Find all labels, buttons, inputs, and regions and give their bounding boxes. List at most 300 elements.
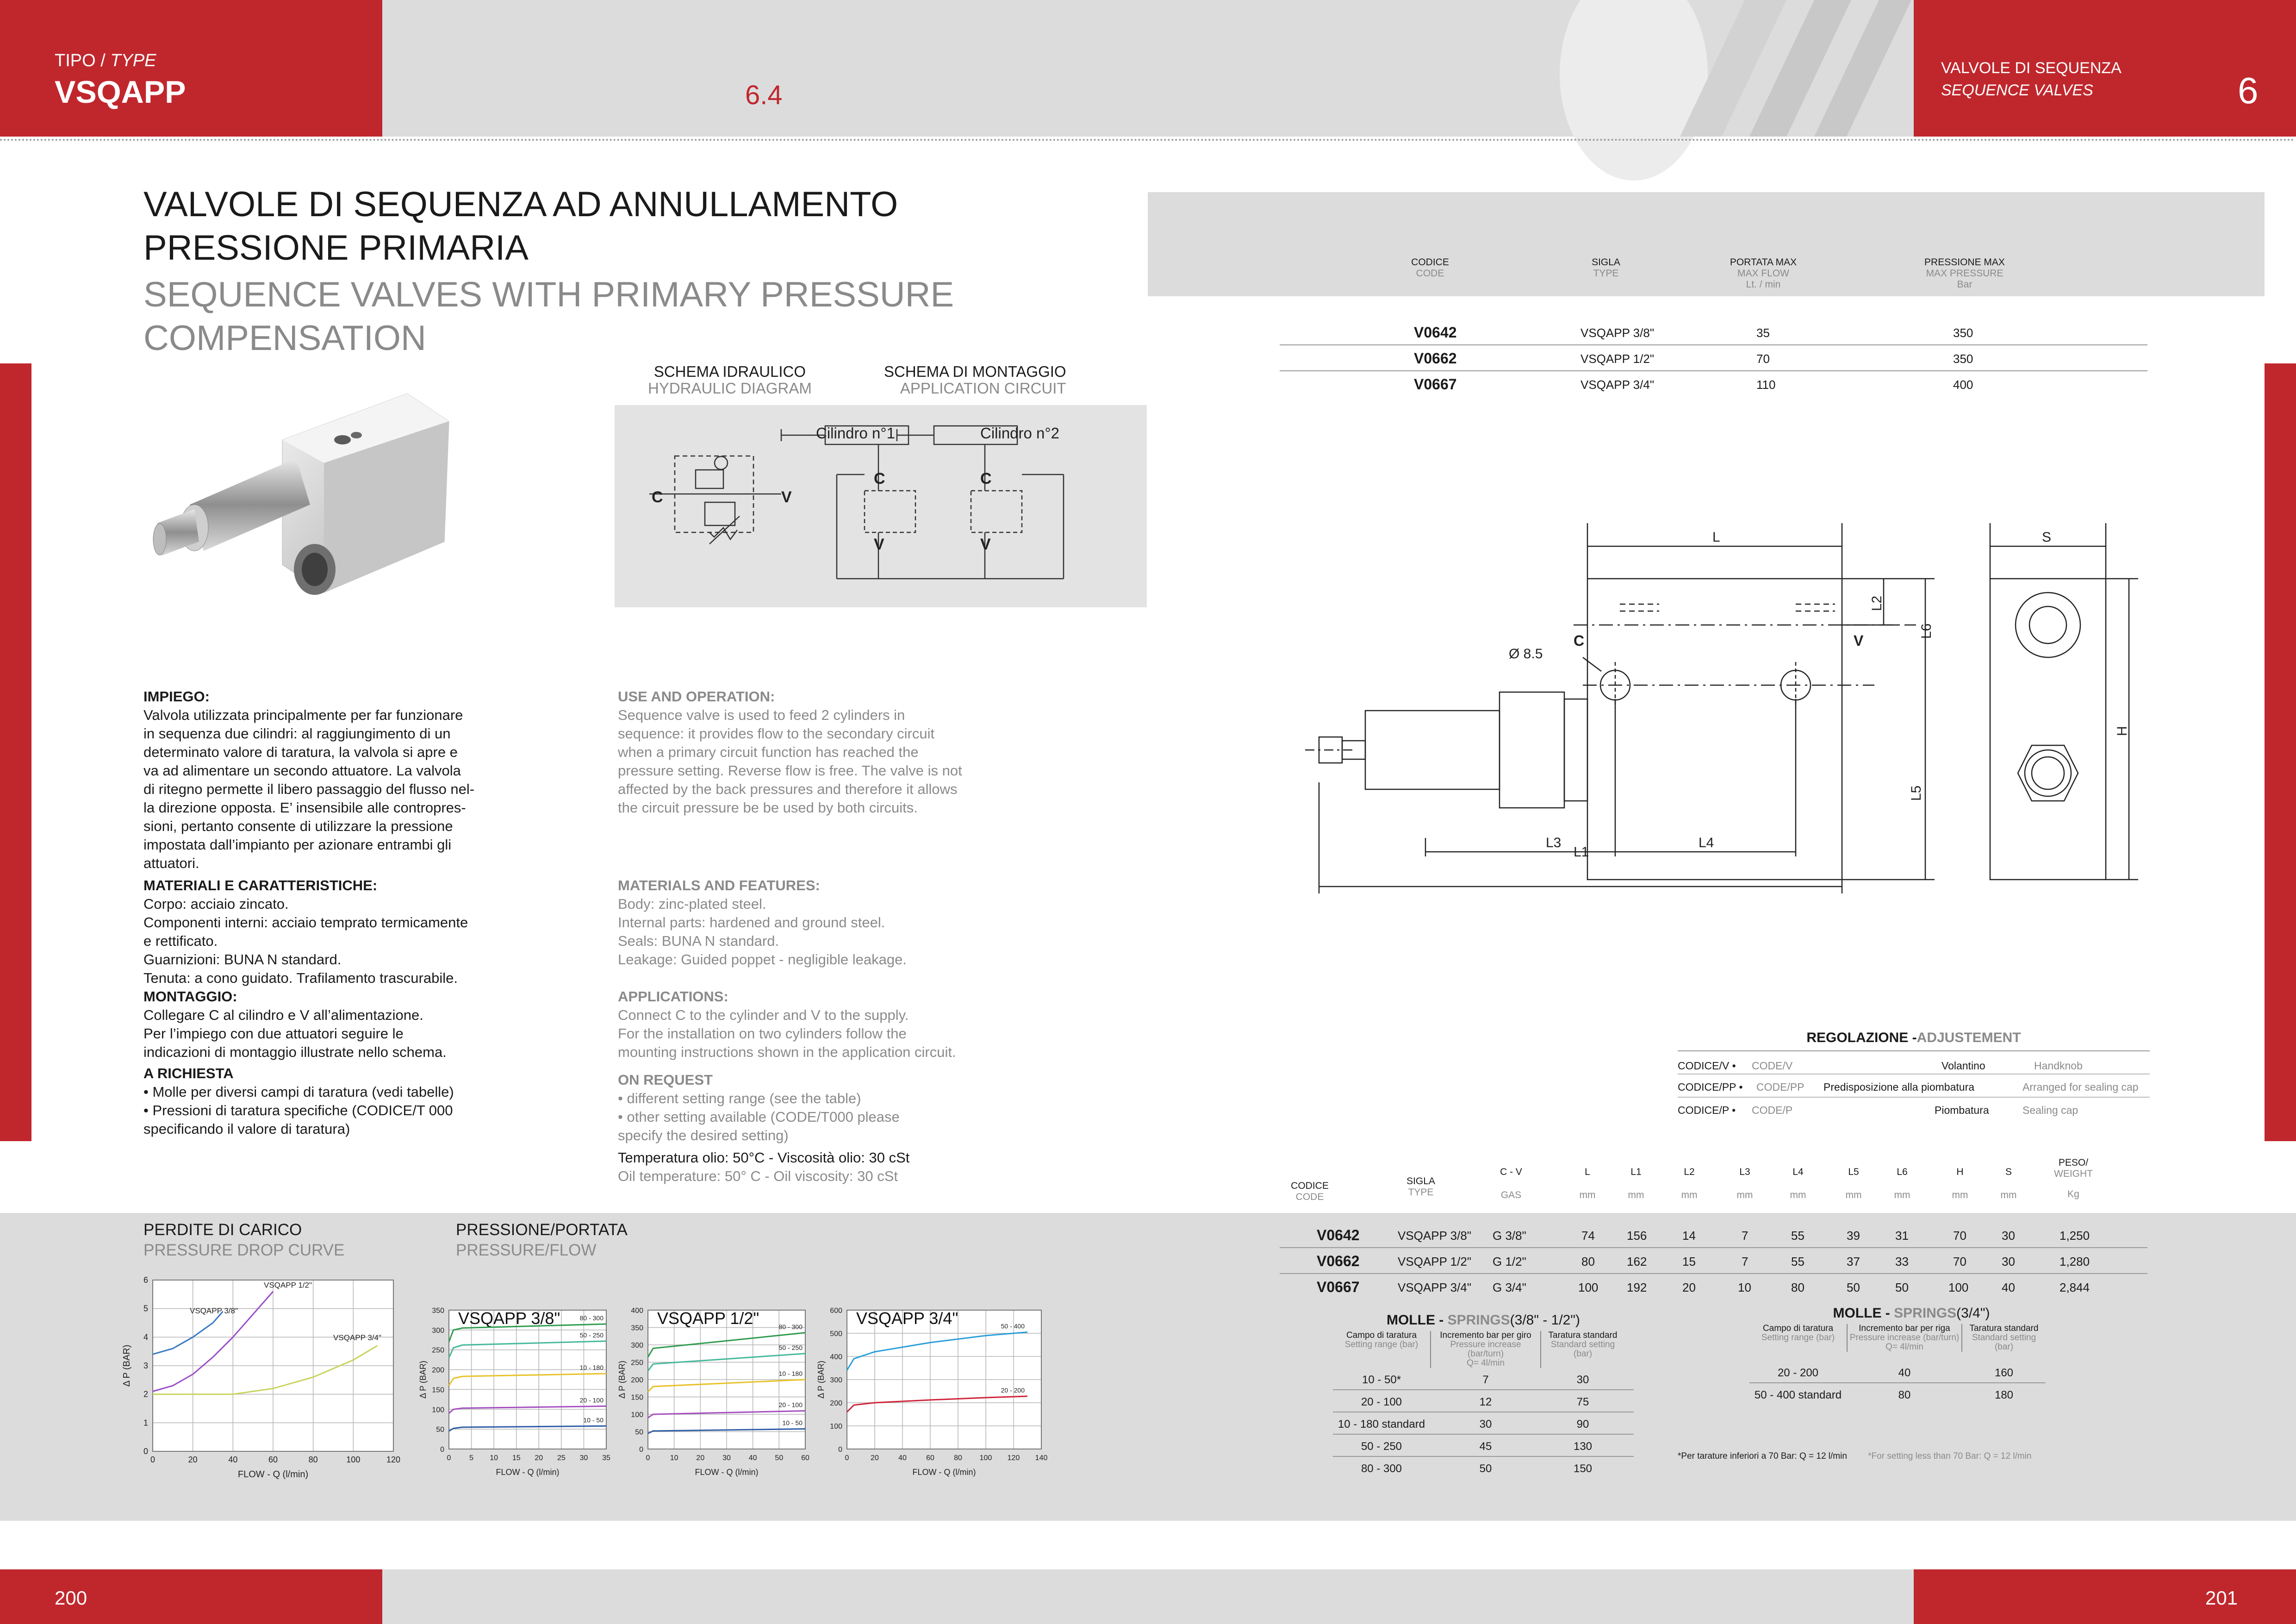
table-cell: 14 <box>1682 1229 1696 1243</box>
table-cell: 50 - 400 standard <box>1754 1389 1842 1401</box>
applications-line: mounting instructions shown in the application circuit. <box>618 1044 956 1060</box>
dim-subheader: Kg <box>2067 1189 2079 1199</box>
y-tick-label: 100 <box>432 1406 444 1414</box>
dim-l5: L5 <box>1909 785 1924 801</box>
table-row <box>1333 1435 1634 1457</box>
x-tick-label: 5 <box>469 1454 474 1462</box>
dim-subheader: mm <box>1894 1190 1910 1200</box>
use-line: sequence: it provides flow to the secondary circuit <box>618 725 935 742</box>
table-cell: 45 <box>1479 1440 1492 1453</box>
dim-header: SIGLA <box>1406 1176 1435 1187</box>
table-cell: 30 <box>1479 1418 1492 1430</box>
x-tick-label: 20 <box>871 1454 879 1462</box>
table-cell: 7 <box>1742 1229 1748 1243</box>
header-left-block <box>0 0 382 137</box>
y-tick-label: 200 <box>830 1399 842 1407</box>
y-tick-label: 350 <box>631 1324 643 1332</box>
dim-header: L3 <box>1739 1167 1750 1177</box>
series-label: 20 - 200 <box>1001 1387 1025 1394</box>
ac-port-c2: C <box>980 470 992 487</box>
chapter-number: 6 <box>2238 70 2259 111</box>
chart-title: VSQAPP 1/2" <box>657 1309 759 1328</box>
summary-table-body <box>1280 319 2147 397</box>
footer-right-block <box>1914 1569 2296 1624</box>
table-row <box>1280 1222 2147 1248</box>
dim-header: PESO/ <box>2058 1157 2089 1168</box>
y-tick-label: 0 <box>143 1447 148 1456</box>
dim-subheader: WEIGHT <box>2054 1168 2093 1179</box>
x-tick-label: 120 <box>386 1455 401 1464</box>
materials-line: Leakage: Guided poppet - negligible leakage. <box>618 951 907 968</box>
impiego-title: IMPIEGO: <box>143 688 210 705</box>
left-side-bar <box>0 363 31 1141</box>
table-cell: VSQAPP 1/2" <box>1580 352 1655 366</box>
table-cell: 110 <box>1756 378 1776 392</box>
montaggio-line: indicazioni di montaggio illustrate nello schema. <box>143 1044 447 1060</box>
table-row <box>1280 1274 2147 1300</box>
x-tick-label: 20 <box>696 1454 705 1462</box>
dim-subheader: GAS <box>1500 1190 1522 1200</box>
dim-subheader: mm <box>1628 1190 1644 1200</box>
table-cell: 40 <box>1898 1367 1911 1379</box>
y-axis-label: Δ P (BAR) <box>418 1361 428 1399</box>
richiesta-line: • Molle per diversi campi di taratura (vedi tabelle) <box>143 1084 454 1100</box>
table-cell: VSQAPP 1/2" <box>1398 1255 1472 1268</box>
y-tick-label: 250 <box>432 1346 444 1355</box>
english-text <box>618 687 1025 1186</box>
x-tick-label: 100 <box>979 1454 992 1462</box>
materiali-title: MATERIALI E CARATTERISTICHE: <box>143 877 378 893</box>
adjustment-desc: Predisposizione alla piombatura <box>1823 1081 1975 1093</box>
table-cell: V0667 <box>1414 376 1457 393</box>
table-cell: V0662 <box>1414 350 1457 367</box>
dim-subheader: CODE <box>1295 1192 1324 1202</box>
series-label: 20 - 100 <box>579 1396 604 1404</box>
table-cell: VSQAPP 3/4" <box>1580 378 1655 392</box>
ac-port-c1: C <box>874 470 885 487</box>
table-cell: VSQAPP 3/8" <box>1580 326 1655 340</box>
dim-subheader: mm <box>1952 1190 1968 1200</box>
table-row <box>1333 1457 1634 1479</box>
cylinder-2-label: Cilindro n°2 <box>980 425 1059 442</box>
adjustment-code-en: CODE/PP <box>1756 1081 1804 1093</box>
pressure-flow-title: PRESSIONE/PORTATA PRESSURE/FLOW <box>456 1221 628 1259</box>
table-cell: 90 <box>1576 1418 1589 1430</box>
y-tick-label: 300 <box>830 1376 842 1384</box>
x-tick-label: 0 <box>150 1455 156 1464</box>
table-cell: VSQAPP 3/4" <box>1398 1280 1472 1294</box>
schema-hydraulic-title: SCHEMA IDRAULICO HYDRAULIC DIAGRAM <box>648 363 812 397</box>
table-cell: 150 <box>1573 1462 1593 1475</box>
table-cell: V0642 <box>1414 324 1457 341</box>
series-label: 20 - 100 <box>778 1401 803 1409</box>
ac-port-v1: V <box>874 536 884 553</box>
ac-port-v2: V <box>980 536 991 553</box>
table-cell: 55 <box>1791 1255 1804 1268</box>
use-line: pressure setting. Reverse flow is free. The valve is not <box>618 762 962 779</box>
impiego-line: determinato valore di taratura, la valvola si apre e <box>143 744 458 760</box>
springs-table-a <box>1333 1312 1634 1479</box>
y-tick-label: 6 <box>143 1275 148 1285</box>
table-cell: 1,250 <box>2060 1229 2090 1243</box>
table-row <box>1333 1368 1634 1390</box>
table-cell: 20 - 200 <box>1777 1367 1819 1379</box>
table-cell: 70 <box>1953 1229 1966 1243</box>
x-tick-label: 80 <box>954 1454 962 1462</box>
dim-table-body <box>1280 1222 2147 1300</box>
dim-header: L4 <box>1792 1167 1804 1177</box>
y-axis-label: Δ P (BAR) <box>816 1361 826 1399</box>
footer-left-block <box>0 1569 382 1624</box>
drawing-port-v: V <box>1854 632 1864 649</box>
dim-h: H <box>2115 726 2130 736</box>
summary-header-code: CODICE CODE <box>1411 257 1449 279</box>
table-cell: 50 - 250 <box>1361 1440 1402 1453</box>
request-line: specify the desired setting) <box>618 1127 789 1143</box>
x-tick-label: 40 <box>898 1454 907 1462</box>
x-tick-label: 80 <box>308 1455 318 1464</box>
dim-l: L <box>1712 530 1720 545</box>
table-cell: 80 - 300 <box>1361 1462 1402 1475</box>
adjustment-desc: Volantino <box>1941 1060 1985 1072</box>
x-tick-label: 30 <box>722 1454 731 1462</box>
springs-b-header: Campo di taratura Setting range (bar) Incremento bar per riga Pressure increase (bar/turn) Q= 4l/min Taratura standard Standard setting (bar) <box>1761 1324 2039 1352</box>
series-label: VSQAPP 3/8" <box>190 1306 238 1315</box>
dim-header: L2 <box>1684 1167 1695 1177</box>
dim-subheader: mm <box>1736 1190 1753 1200</box>
table-cell: VSQAPP 3/8" <box>1398 1229 1472 1243</box>
chart-pressure-flow-1-2 <box>616 1287 819 1484</box>
materials-line: Body: zinc-plated steel. <box>618 896 766 912</box>
table-cell: 50 <box>1479 1462 1492 1475</box>
richiesta-line: specificando il valore di taratura) <box>143 1121 350 1137</box>
adjustment-desc-en: Handknob <box>2034 1060 2083 1072</box>
dim-l3: L3 <box>1546 835 1562 850</box>
impiego-line: sioni, pertanto consente di utilizzare la pressione <box>143 818 453 834</box>
table-cell: 10 - 50* <box>1362 1374 1401 1386</box>
dim-subheader: mm <box>1681 1190 1698 1200</box>
impiego-line: Valvola utilizzata principalmente per far funzionare <box>143 707 463 723</box>
temperature-en: Oil temperature: 50° C - Oil viscosity: 30 cSt <box>618 1168 898 1184</box>
summary-table-header-band <box>1148 192 2265 296</box>
y-tick-label: 3 <box>143 1361 148 1370</box>
x-axis-label: FLOW - Q (l/min) <box>237 1469 309 1480</box>
dim-s: S <box>2042 530 2052 545</box>
use-line: Sequence valve is used to feed 2 cylinders in <box>618 707 905 723</box>
y-tick-label: 100 <box>631 1411 643 1419</box>
adjustment-block <box>1678 1030 2150 1121</box>
table-cell: 350 <box>1953 326 1973 340</box>
schema-diagram <box>615 405 1147 607</box>
x-tick-label: 50 <box>775 1454 784 1462</box>
table-row <box>1749 1383 2046 1405</box>
table-cell: 162 <box>1627 1255 1647 1268</box>
use-line: the circuit pressure be be used by both circuits. <box>618 800 918 816</box>
temperature-it: Temperatura olio: 50°C - Viscosità olio: 30 cSt <box>618 1149 910 1166</box>
pressure-drop-title: PERDITE DI CARICO PRESSURE DROP CURVE <box>143 1221 345 1259</box>
page-title-en: SEQUENCE VALVES WITH PRIMARY PRESSURE COMPENSATION <box>143 275 954 358</box>
right-side-bar <box>2265 363 2296 1141</box>
table-cell: 80 <box>1581 1255 1595 1268</box>
table-cell: 1,280 <box>2060 1255 2090 1268</box>
summary-header-pressure: PRESSIONE MAX MAX PRESSURE Bar <box>1924 257 2005 290</box>
use-title: USE AND OPERATION: <box>618 688 775 705</box>
springs-b-title: MOLLE - SPRINGS(3/4") <box>1833 1305 1990 1321</box>
impiego-line: la direzione opposta. E’ insensibile alle contropres- <box>143 800 466 816</box>
dim-header: C - V <box>1500 1167 1522 1177</box>
series-label: VSQAPP 1/2" <box>264 1280 312 1290</box>
table-cell: 20 <box>1682 1280 1696 1294</box>
dim-header: L6 <box>1897 1167 1908 1177</box>
y-tick-label: 150 <box>432 1386 444 1394</box>
table-cell: G 3/4" <box>1493 1280 1526 1294</box>
table-row <box>1678 1098 2150 1121</box>
x-tick-label: 60 <box>926 1454 934 1462</box>
x-axis-label: FLOW - Q (l/min) <box>695 1468 759 1477</box>
chart-pressure-flow-3-4 <box>815 1287 1055 1484</box>
adjustment-code: CODICE/V • <box>1678 1060 1736 1072</box>
table-row <box>1280 1248 2147 1274</box>
springs-footnote: *Per tarature inferiori a 70 Bar: Q = 12 l/min *For setting less than 70 Bar: Q = 12 l/min <box>1678 1451 2032 1461</box>
y-tick-label: 2 <box>143 1389 148 1399</box>
y-tick-label: 200 <box>432 1366 444 1374</box>
table-row <box>1678 1051 2150 1074</box>
adjustment-code: CODICE/PP • <box>1678 1081 1743 1093</box>
series-label: 50 - 250 <box>579 1331 604 1339</box>
materiali-line: Tenuta: a cono guidato. Trafilamento trascurabile. <box>143 970 458 986</box>
impiego-line: di ritegno permette il libero passaggio del flusso nel- <box>143 781 475 797</box>
richiesta-title: A RICHIESTA <box>143 1065 234 1081</box>
product-photo <box>148 384 472 653</box>
materials-title: MATERIALS AND FEATURES: <box>618 877 820 893</box>
x-tick-label: 140 <box>1035 1454 1048 1462</box>
dimension-drawing <box>1296 523 2147 903</box>
category-en: SEQUENCE VALVES <box>1941 81 2093 99</box>
schema-application-title: SCHEMA DI MONTAGGIO APPLICATION CIRCUIT <box>884 363 1066 397</box>
series-label: VSQAPP 3/4" <box>333 1333 382 1342</box>
springs-a-title: MOLLE - SPRINGS(3/8" - 1/2") <box>1386 1312 1580 1328</box>
table-cell: G 1/2" <box>1493 1255 1526 1268</box>
series-label: 80 - 300 <box>778 1323 803 1330</box>
y-tick-label: 200 <box>631 1376 643 1384</box>
dim-header: L5 <box>1848 1167 1859 1177</box>
table-cell: 80 <box>1791 1280 1804 1294</box>
table-cell: V0662 <box>1317 1253 1360 1269</box>
dim-l1: L1 <box>1574 844 1589 860</box>
chart-title: VSQAPP 3/4" <box>856 1309 958 1328</box>
table-cell: 192 <box>1627 1280 1647 1294</box>
series-label: 80 - 300 <box>579 1314 604 1322</box>
dim-subheader: mm <box>1790 1190 1806 1200</box>
impiego-line: va ad alimentare un secondo attuatore. La valvola <box>143 762 461 779</box>
table-cell: V0667 <box>1317 1279 1360 1295</box>
table-cell: 350 <box>1953 352 1973 366</box>
montaggio-title: MONTAGGIO: <box>143 988 237 1005</box>
table-cell: 35 <box>1756 326 1770 340</box>
y-tick-label: 1 <box>143 1418 148 1428</box>
x-tick-label: 100 <box>346 1455 361 1464</box>
hole-diameter: Ø 8.5 <box>1509 646 1543 662</box>
table-row <box>1749 1361 2046 1383</box>
y-axis-label: Δ P (BAR) <box>617 1361 627 1399</box>
italian-text <box>143 687 528 1138</box>
y-tick-label: 50 <box>436 1426 444 1434</box>
x-tick-label: 25 <box>557 1454 566 1462</box>
x-tick-label: 0 <box>447 1454 451 1462</box>
materiali-line: Corpo: acciaio zincato. <box>143 896 289 912</box>
y-tick-label: 50 <box>635 1428 643 1437</box>
table-cell: 10 <box>1738 1280 1751 1294</box>
impiego-line: in sequenza due cilindri: al raggiungimento di un <box>143 725 451 742</box>
table-cell: 80 <box>1898 1389 1911 1401</box>
table-cell: 50 <box>1895 1280 1909 1294</box>
x-tick-label: 20 <box>535 1454 543 1462</box>
y-tick-label: 400 <box>631 1307 643 1315</box>
y-tick-label: 0 <box>838 1446 842 1454</box>
x-tick-label: 15 <box>512 1454 521 1462</box>
y-tick-label: 100 <box>830 1423 842 1430</box>
dim-subheader: TYPE <box>1408 1187 1434 1198</box>
series-label: 10 - 180 <box>778 1370 803 1377</box>
table-cell: 20 - 100 <box>1361 1396 1402 1408</box>
summary-header-type: SIGLA TYPE <box>1592 257 1620 279</box>
table-cell: 30 <box>2002 1229 2015 1243</box>
page-title-it: VALVOLE DI SEQUENZA AD ANNULLAMENTO PRESSIONE PRIMARIA <box>143 185 898 268</box>
x-tick-label: 10 <box>670 1454 678 1462</box>
x-tick-label: 40 <box>748 1454 757 1462</box>
series-label: 10 - 180 <box>579 1364 604 1372</box>
y-tick-label: 500 <box>830 1330 842 1338</box>
adjustment-code-en: CODE/P <box>1752 1104 1793 1116</box>
chart-title: VSQAPP 3/8" <box>458 1309 560 1328</box>
table-cell: 50 <box>1847 1280 1860 1294</box>
header-stripes <box>1527 0 1907 137</box>
montaggio-line: Collegare C al cilindro e V all’alimentazione. <box>143 1007 423 1023</box>
applications-line: Connect C to the cylinder and V to the supply. <box>618 1007 909 1023</box>
model-code: VSQAPP <box>55 75 186 110</box>
y-tick-label: 300 <box>432 1326 444 1335</box>
dim-subheader: mm <box>1579 1190 1596 1200</box>
table-cell: 70 <box>1756 352 1770 366</box>
x-tick-label: 60 <box>268 1455 278 1464</box>
series-label: 10 - 50 <box>782 1419 803 1427</box>
x-tick-label: 35 <box>602 1454 610 1462</box>
dim-subheader: mm <box>2000 1190 2017 1200</box>
y-tick-label: 0 <box>639 1446 643 1454</box>
schema-panel <box>615 405 1147 607</box>
dim-header: L <box>1585 1167 1590 1177</box>
y-axis-label: Δ P (BAR) <box>122 1344 132 1387</box>
dim-header: CODICE <box>1291 1181 1329 1191</box>
x-tick-label: 30 <box>579 1454 588 1462</box>
cylinder-1-label: Cilindro n°1 <box>816 425 895 442</box>
x-tick-label: 10 <box>490 1454 498 1462</box>
table-cell: V0642 <box>1317 1227 1360 1243</box>
table-cell: 74 <box>1581 1229 1595 1243</box>
y-tick-label: 4 <box>143 1332 148 1342</box>
springs-table-b <box>1749 1305 2073 1405</box>
dim-l6: L6 <box>1919 623 1934 639</box>
table-cell: 40 <box>2002 1280 2015 1294</box>
series-label: 50 - 250 <box>778 1343 803 1351</box>
materiali-line: Componenti interni: acciaio temprato termicamente <box>143 914 468 931</box>
table-cell: 12 <box>1479 1396 1492 1408</box>
section-number: 6.4 <box>745 80 783 110</box>
dim-header: H <box>1956 1167 1964 1177</box>
adjustment-code-en: CODE/V <box>1752 1060 1793 1072</box>
dim-subheader: mm <box>1845 1190 1862 1200</box>
adjustment-desc-en: Sealing cap <box>2022 1104 2078 1116</box>
table-row <box>1333 1390 1634 1412</box>
table-cell: 156 <box>1627 1229 1647 1243</box>
table-cell: 15 <box>1682 1255 1696 1268</box>
chart-pressure-drop <box>120 1266 401 1484</box>
series-label: 10 - 50 <box>583 1416 604 1424</box>
dim-header: L1 <box>1630 1167 1642 1177</box>
use-line: affected by the back pressures and therefore it allows <box>618 781 958 797</box>
adjustment-title: REGOLAZIONE -ADJUSTEMENT <box>1678 1030 2150 1051</box>
x-tick-label: 40 <box>228 1455 238 1464</box>
table-cell: 75 <box>1576 1396 1589 1408</box>
applications-title: APPLICATIONS: <box>618 988 728 1005</box>
hd-port-c: C <box>652 488 663 506</box>
y-tick-label: 350 <box>432 1307 444 1315</box>
x-axis-label: FLOW - Q (l/min) <box>496 1468 560 1477</box>
request-title: ON REQUEST <box>618 1072 713 1088</box>
materials-line: Seals: BUNA N standard. <box>618 933 779 949</box>
hd-port-v: V <box>781 488 792 506</box>
table-row <box>1280 319 2147 345</box>
table-cell: 10 - 180 standard <box>1338 1418 1425 1430</box>
dim-l4: L4 <box>1699 835 1714 850</box>
impiego-line: impostata dall’impianto per azionare entrambi gli <box>143 837 452 853</box>
materiali-line: e rettificato. <box>143 933 218 949</box>
table-cell: 70 <box>1953 1255 1966 1268</box>
table-cell: 30 <box>1576 1374 1589 1386</box>
dim-header: S <box>2005 1167 2012 1177</box>
table-row <box>1280 345 2147 371</box>
richiesta-line: • Pressioni di taratura specifiche (CODICE/T 000 <box>143 1102 453 1118</box>
page-number-left: 200 <box>55 1587 87 1609</box>
table-row <box>1280 371 2147 397</box>
adjustment-code: CODICE/P • <box>1678 1104 1736 1116</box>
table-cell: 37 <box>1847 1255 1860 1268</box>
table-cell: 100 <box>1578 1280 1599 1294</box>
y-tick-label: 400 <box>830 1353 842 1361</box>
table-cell: 2,844 <box>2060 1280 2090 1294</box>
adjustment-desc-en: Arranged for sealing cap <box>2022 1081 2139 1093</box>
table-cell: 7 <box>1482 1374 1489 1386</box>
page-number-right: 201 <box>2205 1587 2238 1609</box>
x-tick-label: 0 <box>845 1454 849 1462</box>
y-tick-label: 300 <box>631 1342 643 1349</box>
y-tick-label: 5 <box>143 1304 148 1313</box>
table-cell: G 3/8" <box>1493 1229 1526 1243</box>
header-divider <box>0 139 2296 141</box>
table-row <box>1678 1074 2150 1098</box>
applications-line: For the installation on two cylinders follow the <box>618 1025 907 1042</box>
use-line: when a primary circuit function has reached the <box>618 744 919 760</box>
table-cell: 30 <box>2002 1255 2015 1268</box>
table-cell: 400 <box>1953 378 1973 392</box>
type-label: TIPO / TYPE <box>55 51 156 70</box>
y-tick-label: 600 <box>830 1307 842 1315</box>
table-cell: 100 <box>1948 1280 1969 1294</box>
request-line: • other setting available (CODE/T000 please <box>618 1109 900 1125</box>
x-tick-label: 120 <box>1007 1454 1020 1462</box>
summary-header-flow: PORTATA MAX MAX FLOW Lt. / min <box>1730 257 1797 290</box>
table-cell: 33 <box>1895 1255 1909 1268</box>
